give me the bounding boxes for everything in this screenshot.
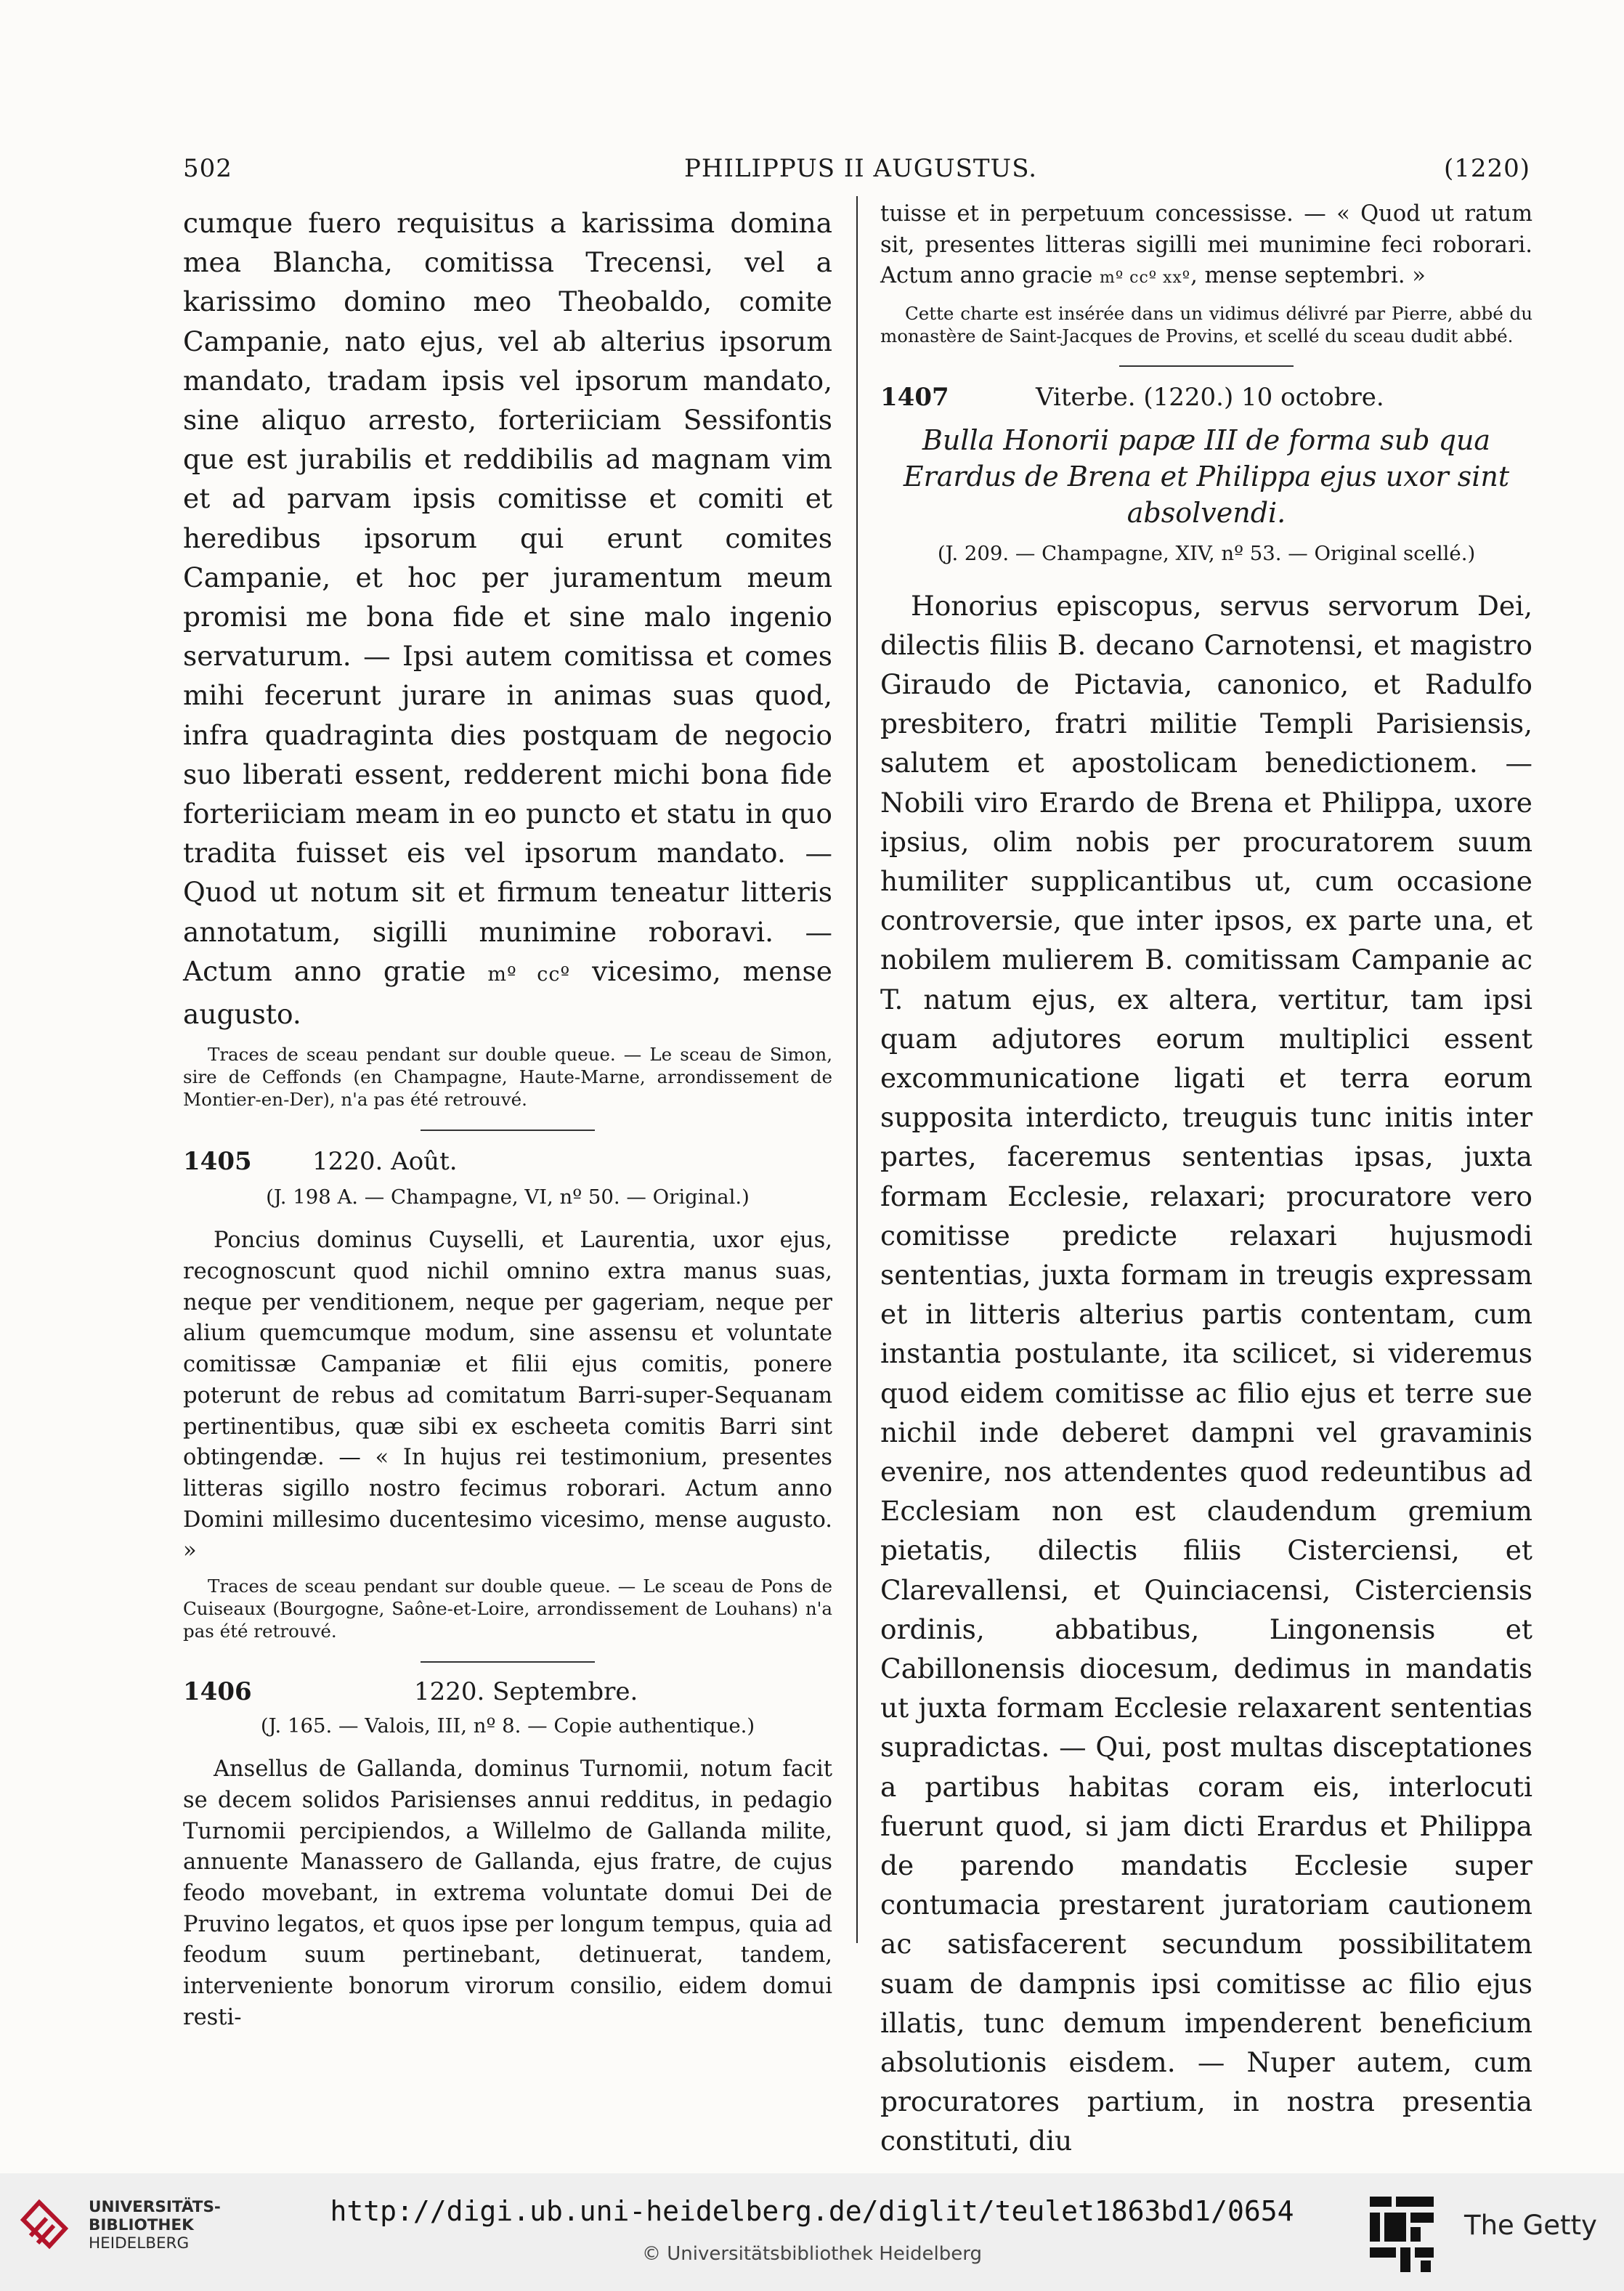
seal-note: Traces de sceau pendant sur double queue. — Le sceau de Pons de Cuiseaux (Bourgogne, Saône-et-Loire, arrondissement de Louhans) n'a pas été retrouvé. <box>183 1576 832 1642</box>
entry-1406-header <box>183 1676 832 1708</box>
date-smallcaps: mº ccº xxº <box>1100 269 1191 288</box>
copyright-notice: © Universitätsbibliothek Heidelberg <box>641 2243 982 2265</box>
page-number: 502 <box>183 154 232 183</box>
entry-text: Poncius dominus Cuyselli, et Laurentia, uxor ejus, recognoscunt quod nichil omnino extra manus suas, neque per venditionem, neque per gageriam, neque per alium quemcumque modum, sine assensu et voluntate comitissæ Campaniæ et filii ejus comitis, ponere poterunt de rebus ad comitatum Barri-super-Sequanam pertinentibus, quæ sibi ex escheeta comitis Barri sint obtingendæ. — « In hujus rei testimonium, presentes litteras sigillo nostro fecimus roborari. Actum anno Domini millesimo ducentesimo vicesimo, mense augusto. » <box>183 1228 832 1564</box>
library-name: UNIVERSITÄTS- BIBLIOTHEK HEIDELBERG <box>89 2198 221 2253</box>
continuation-text: cumque fuero requisitus a karissima domina mea Blancha, comitissa Trecensi, vel a karissimo domino meo Theobaldo, comite Campanie, nato ejus, vel ab alterius ipsorum mandato, tradam ipsis vel ipsorum mandato, sine aliquo arresto, forteriiciam Sessifontis que est jurabilis et reddibilis ad magnam vim et ad parvam ipsis comitisse et comiti et heredibus ipsorum qui erunt comites Campanie, et hoc per juramentum meum promisi me bona fide et sine malo ingenio servaturum. — Ipsi autem comitissa et comes mihi fecerunt jurare in animas suas quod, infra quadraginta dies postquam de negocio suo liberati essent, redderent michi bona fide forteriiciam meam in eo puncto et statu in quo tradita fuisset eis vel ipsorum mandato. — Quod ut notum sit et firmum teneatur litteris annotatum, sigilli munimine roboravi. — Actum anno gratie mº ccº vicesimo, mense augusto. <box>183 207 832 1031</box>
footer-bar <box>0 2173 1624 2291</box>
getty-logo-icon <box>1367 2192 1437 2276</box>
entry-number: 1405 <box>183 1147 252 1177</box>
seal-note: Traces de sceau pendant sur double queue. — Le sceau de Simon, sire de Ceffonds (en Champagne, Haute-Marne, arrondissement de Montier-en-Der), n'a pas été retrouvé. <box>183 1044 832 1110</box>
vidimus-note: Cette charte est insérée dans un vidimus délivré par Pierre, abbé du monastère de Saint-Jacques de Provins, et scellé du sceau dudit abbé. <box>880 303 1532 346</box>
section-separator <box>421 1661 595 1663</box>
permalink-url[interactable]: http://digi.ub.uni-heidelberg.de/diglit/teulet1863bd1/0654 <box>330 2195 1294 2227</box>
left-column <box>183 203 832 2034</box>
entry-1407-header <box>880 381 1532 413</box>
running-head <box>183 154 1530 190</box>
right-column <box>880 203 1532 2161</box>
entry-source: (J. 165. — Valois, III, nº 8. — Copie authentique.) <box>260 1714 755 1738</box>
entry-text: Ansellus de Gallanda, dominus Turnomii, notum facit se decem solidos Parisienses annui redditus, in pedagio Turnomii percipiendos, a Willelmo de Gallanda milite, annuente Manassero de Gallanda, ejus fratre, de cujus feodo movebant, in extrema voluntate domui Dei de Pruvino legatos, et quos ipse per longum tempus, quia ad feodum suum pertinebant, detinuerat, tandem, interveniente bonorum virorum consilio, eidem domui resti- <box>183 1756 832 2030</box>
bulla-title: Bulla Honorii papæ III de forma sub qua Erardus de Brena et Philippa ejus uxor sint absolvendi. <box>903 423 1510 529</box>
date-smallcaps: mº ccº <box>487 962 571 986</box>
entry-number: 1406 <box>183 1677 252 1707</box>
entry-source: (J. 198 A. — Champagne, VI, nº 50. — Original.) <box>266 1185 750 1209</box>
entry-number: 1407 <box>880 382 949 412</box>
column-divider <box>856 196 858 1943</box>
running-year: (1220) <box>1443 154 1530 183</box>
section-separator <box>421 1130 595 1131</box>
entry-text: Honorius episcopus, servus servorum Dei, dilectis filiis B. decano Carnotensi, et magistro Giraudo de Pictavia, canonico, et Radulfo presbitero, fratri militie Templi Parisiensis, salutem et apostolicam benedictionem. — Nobili viro Erardo de Brena et Philippa, uxore ipsius, olim nobis per procuratorem suum humiliter supplicantibus ut, cum occasione controversie, que inter ipsos, ex parte una, et nobilem mulierem B. comitissam Campanie ac T. natum ejus, ex altera, vertitur, tam ipsi quam adjutores eorum multiplici essent excommunicatione ligati et terra eorum supposita interdicto, treuguis tunc initis inter partes, faceremus sententias ipsas, juxta formam Ecclesie, relaxari; procuratore vero comitisse predicte relaxari hujusmodi sententias, juxta formam in treugis expressam et in litteris alterius partis contentam, cum instantia postulante, ita scilicet, si videremus quod eidem comitisse ac filio ejus et terre sue nichil inde deberet dampni vel gravaminis evenire, nos attendentes quod redeuntibus ad Ecclesiam non est claudendum gremium pietatis, dilectis filiis Cisterciensi, et Clarevallensi, et Quinciacensi, Cisterciensis ordinis, abbatibus, Lingonensis et Cabillonensis diocesum, dedimus in mandatis ut juxta formam Ecclesie relaxarent sententias supradictas. — Qui, post multas disceptationes a partibus habitas coram eis, interlocuti fuerunt quod, si jam dicti Erardus et Philippa de parendo mandatis Ecclesie super contumacia prestarent juratoriam cautionem ac satisfacerent secundum possibilitatem suam de dampnis ipsi comitisse ac filio ejus illatis, tunc demum impenderent beneficium absolutionis eisdem. — Nuper autem, cum procuratores partium, in nostra presentia constituti, diu <box>880 589 1532 2157</box>
entry-date: 1220. Septembre. <box>414 1677 638 1707</box>
continuation-text: tuisse et in perpetuum concessisse. — « Quod ut ratum sit, presentes litteras sigilli mei munimine feci roborari. Actum anno gracie mº ccº xxº, mense septembri. » <box>880 201 1532 289</box>
running-title: PHILIPPUS II AUGUSTUS. <box>684 154 1038 183</box>
section-separator <box>1119 365 1294 367</box>
entry-date: 1220. Août. <box>312 1147 458 1177</box>
getty-name: The Getty <box>1464 2210 1597 2241</box>
entry-source: (J. 209. — Champagne, XIV, nº 53. — Original scellé.) <box>937 541 1476 565</box>
entry-1405-header <box>183 1146 832 1177</box>
entry-place-date: Viterbe. (1220.) 10 octobre. <box>1036 382 1384 412</box>
